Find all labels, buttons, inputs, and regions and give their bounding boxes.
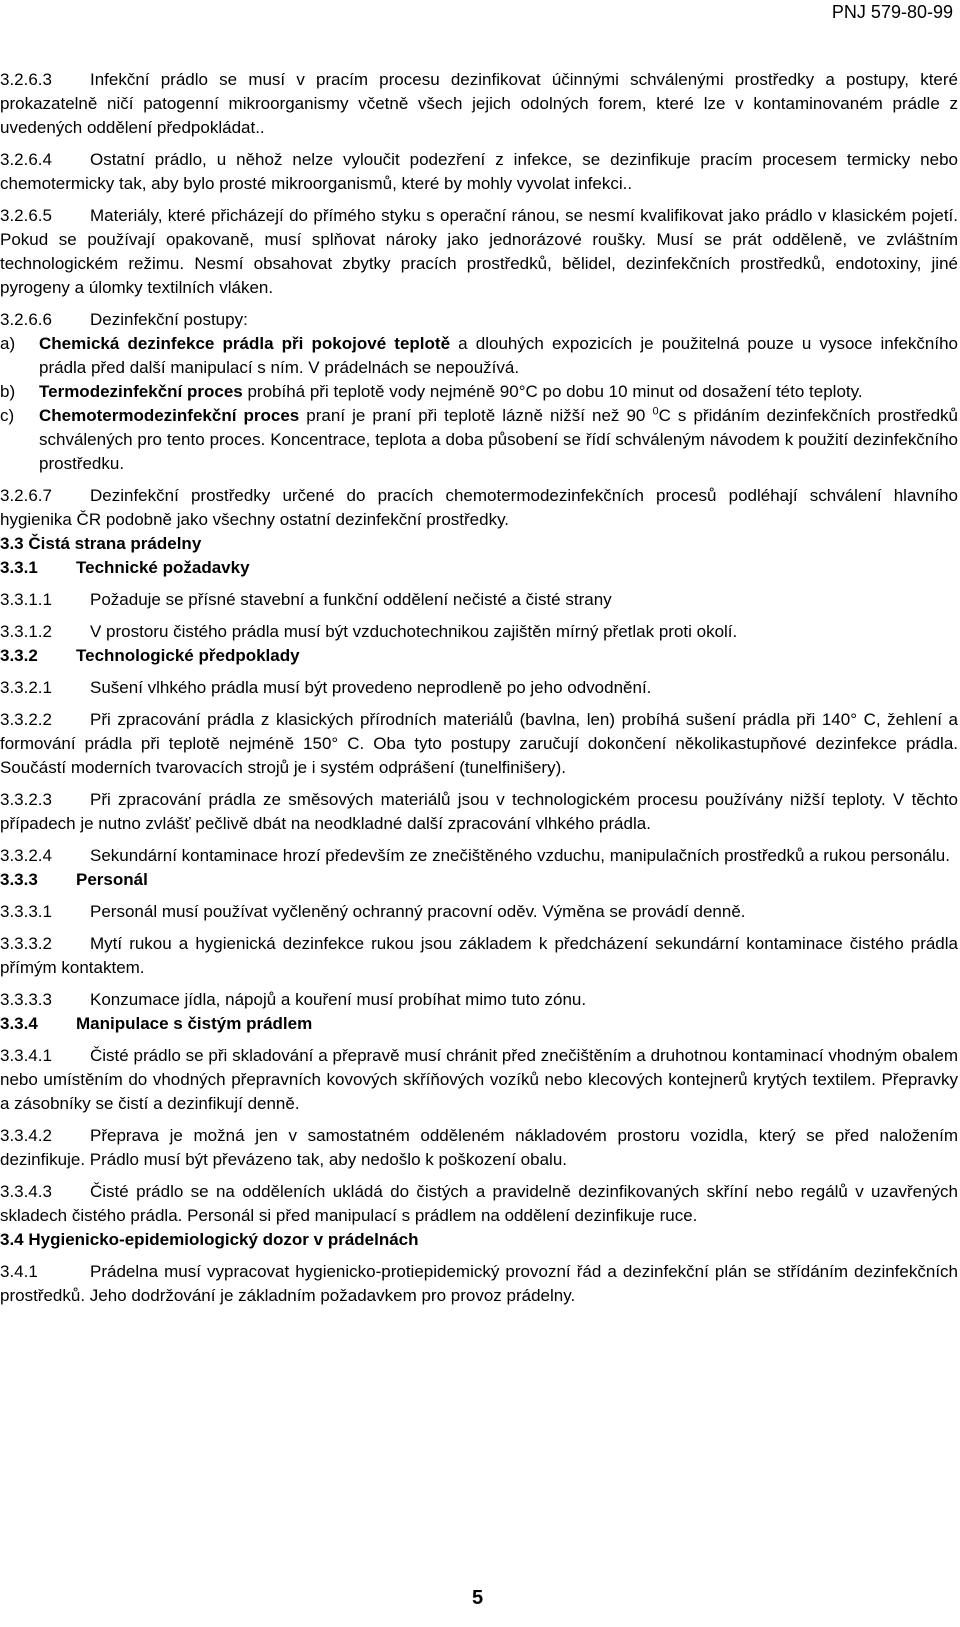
paragraph-text: Při zpracování prádla ze směsových materiálů jsou v technologickém procesu používány nižší teploty. V těchto případech je nutno zvlášť pečlivě dbát na neodkladné další zpracování vlhkého prádla. xyxy=(0,790,958,833)
paragraph-3-2-6-5 xyxy=(0,204,958,300)
heading-title: Technické požadavky xyxy=(76,558,250,577)
section-number: 3.3.3.2 xyxy=(0,934,52,953)
paragraph-3-3-2-1 xyxy=(0,676,958,700)
heading-number: 3.3 xyxy=(0,534,24,553)
section-number: 3.2.6.3 xyxy=(0,70,52,89)
heading-title: Manipulace s čistým prádlem xyxy=(76,1014,313,1033)
paragraph-3-3-2-4 xyxy=(0,844,958,868)
heading-title: Technologické předpoklady xyxy=(76,646,300,665)
list-item-text: probíhá při teplotě vody nejméně 90°C po dobu 10 minut od dosažení této teploty. xyxy=(242,382,863,401)
list-item-text: praní je praní při teplotě lázně nižší než 90 xyxy=(299,406,653,425)
paragraph-text: Čisté prádlo se při skladování a přepravě musí chránit před znečištěním a druhotnou kontaminací vhodným obalem nebo umístěním do vhodných přepravních kovových skříňových vozíků nebo klecových kontejnerů krytých textilem. Přepravky a zásobníky se čistí a dezinfikují denně. xyxy=(0,1046,958,1113)
list-item-bold: Chemotermodezinfekční proces xyxy=(39,406,300,425)
list-item-b xyxy=(0,380,958,404)
paragraph-text: Přeprava je možná jen v samostatném odděleném nákladovém prostoru vozidla, který se před naložením dezinfikuje. Prádlo musí být převázeno tak, aby nedošlo k poškození obalu. xyxy=(0,1126,958,1169)
paragraph-3-3-4-2 xyxy=(0,1124,958,1172)
section-number: 3.4.1 xyxy=(0,1262,38,1281)
paragraph-3-2-6-6 xyxy=(0,308,958,332)
paragraph-text: Požaduje se přísné stavební a funkční oddělení nečisté a čisté strany xyxy=(90,590,612,609)
heading-3-4 xyxy=(0,1228,958,1252)
document-body xyxy=(0,68,958,1308)
heading-3-3 xyxy=(0,532,958,556)
list-item-text: a dlouhých expozicích je použitelná pouze u vysoce infekčního prádla před další manipulací s ním. V prádelnách se nepoužívá. xyxy=(39,334,959,377)
paragraph-3-2-6-7 xyxy=(0,484,958,532)
heading-title: Čistá strana prádelny xyxy=(28,534,202,553)
section-number: 3.2.6.6 xyxy=(0,310,52,329)
list-item-bold: Chemická dezinfekce prádla při pokojové teplotě xyxy=(39,334,451,353)
section-number: 3.3.1.1 xyxy=(0,590,52,609)
section-number: 3.3.3.1 xyxy=(0,902,52,921)
paragraph-3-2-6-3 xyxy=(0,68,958,140)
paragraph-3-4-1 xyxy=(0,1260,958,1308)
paragraph-text: Sekundární kontaminace hrozí především ze znečištěného vzduchu, manipulačních prostředků a rukou personálu. xyxy=(90,846,950,865)
superscript: 0 xyxy=(652,405,659,418)
list-label: a) xyxy=(0,334,16,353)
heading-number: 3.3.2 xyxy=(0,646,38,665)
heading-3-3-3 xyxy=(0,868,958,892)
paragraph-3-3-4-3 xyxy=(0,1180,958,1228)
paragraph-3-3-1-1 xyxy=(0,588,958,612)
paragraph-text: Prádelna musí vypracovat hygienicko-protiepidemický provozní řád a dezinfekční plán se střídáním dezinfekčních prostředků. Jeho dodržování je základním požadavkem pro provoz prádelny. xyxy=(0,1262,958,1305)
heading-title: Personál xyxy=(76,870,148,889)
paragraph-text: Infekční prádlo se musí v pracím procesu dezinfikovat účinnými schválenými prostředky a postupy, které prokazatelně ničí patogenní mikroorganismy včetně všech jejich odolných forem, které lze v kontaminovaném prádle z uvedených oddělení předpokládat.. xyxy=(0,70,958,137)
section-number: 3.3.2.1 xyxy=(0,678,52,697)
paragraph-3-3-2-3 xyxy=(0,788,958,836)
paragraph-text: Materiály, které přicházejí do přímého styku s operační ránou, se nesmí kvalifikovat jako prádlo v klasickém pojetí. Pokud se používají opakovaně, musí splňovat nároky jako jednorázové roušky. Musí se prát odděleně, ve zvláštním technologickém režimu. Nesmí obsahovat zbytky pracích prostředků, bělidel, dezinfekčních prostředků, endotoxiny, jiné pyrogeny a úlomky textilních vláken. xyxy=(0,206,958,297)
heading-number: 3.4 xyxy=(0,1230,24,1249)
heading-3-3-2 xyxy=(0,644,958,668)
paragraph-3-3-1-2 xyxy=(0,620,958,644)
paragraph-text: Čisté prádlo se na odděleních ukládá do čistých a pravidelně dezinfikovaných skříní nebo regálů v uzavřených skladech čistého prádla. Personál si před manipulací s prádlem na oddělení dezinfikuje ruce. xyxy=(0,1182,958,1225)
heading-title: Hygienicko-epidemiologický dozor v prádelnách xyxy=(28,1230,419,1249)
paragraph-text: Při zpracování prádla z klasických přírodních materiálů (bavlna, len) probíhá sušení prádla při 140° C, žehlení a formování prádla při teplotě nejméně 150° C. Oba tyto postupy zaručují dokončení několikastupňové dezinfekce prádla. Součástí moderních tvarovacích strojů je i systém odprášení (tunelfinišery). xyxy=(0,710,958,777)
section-number: 3.2.6.5 xyxy=(0,206,52,225)
section-number: 3.3.1.2 xyxy=(0,622,52,641)
heading-number: 3.3.4 xyxy=(0,1014,38,1033)
section-number: 3.3.4.2 xyxy=(0,1126,52,1145)
list-item-c xyxy=(0,404,958,476)
paragraph-3-3-3-3 xyxy=(0,988,958,1012)
list-item-a xyxy=(0,332,958,380)
list-label: c) xyxy=(0,406,15,425)
paragraph-text: Ostatní prádlo, u něhož nelze vyloučit podezření z infekce, se dezinfikuje pracím procesem termicky nebo chemotermicky tak, aby bylo prosté mikroorganismů, které by mohly vyvolat infekci.. xyxy=(0,150,958,193)
paragraph-text: Personál musí používat vyčleněný ochranný pracovní oděv. Výměna se provádí denně. xyxy=(90,902,746,921)
paragraph-3-3-3-1 xyxy=(0,900,958,924)
paragraph-text: Konzumace jídla, nápojů a kouření musí probíhat mimo tuto zónu. xyxy=(90,990,587,1009)
paragraph-text: Mytí rukou a hygienická dezinfekce rukou jsou základem k předcházení sekundární kontaminace čistého prádla přímým kontaktem. xyxy=(0,934,958,977)
section-number: 3.3.3.3 xyxy=(0,990,52,1009)
page-number: 5 xyxy=(472,1587,484,1609)
heading-3-3-4 xyxy=(0,1012,958,1036)
section-number: 3.3.4.3 xyxy=(0,1182,52,1201)
section-number: 3.3.2.2 xyxy=(0,710,52,729)
section-number: 3.2.6.7 xyxy=(0,486,52,505)
paragraph-text: V prostoru čistého prádla musí být vzduchotechnikou zajištěn mírný přetlak proti okolí. xyxy=(90,622,738,641)
heading-number: 3.3.1 xyxy=(0,558,38,577)
paragraph-3-3-2-2 xyxy=(0,708,958,780)
section-number: 3.3.4.1 xyxy=(0,1046,52,1065)
list-item-bold: Termodezinfekční proces xyxy=(39,382,243,401)
paragraph-3-2-6-4 xyxy=(0,148,958,196)
heading-3-3-1 xyxy=(0,556,958,580)
paragraph-text: Dezinfekční prostředky určené do pracích chemotermodezinfekčních procesů podléhají schválení hlavního hygienika ČR podobně jako všechny ostatní dezinfekční prostředky. xyxy=(0,486,958,529)
list-item-text-post: C s přidáním dezinfekčních prostředků schválených pro tento proces. Koncentrace, teplota a doba působení se řídí schváleným návodem k použití dezinfekčního prostředku. xyxy=(39,406,958,473)
list-label: b) xyxy=(0,382,16,401)
paragraph-title: Dezinfekční postupy: xyxy=(90,310,248,329)
document-code: PNJ 579-80-99 xyxy=(831,2,953,22)
section-number: 3.3.2.3 xyxy=(0,790,52,809)
section-number: 3.3.2.4 xyxy=(0,846,52,865)
paragraph-3-3-3-2 xyxy=(0,932,958,980)
paragraph-3-3-4-1 xyxy=(0,1044,958,1116)
paragraph-text: Sušení vlhkého prádla musí být provedeno neprodleně po jeho odvodnění. xyxy=(90,678,652,697)
heading-number: 3.3.3 xyxy=(0,870,38,889)
section-number: 3.2.6.4 xyxy=(0,150,52,169)
